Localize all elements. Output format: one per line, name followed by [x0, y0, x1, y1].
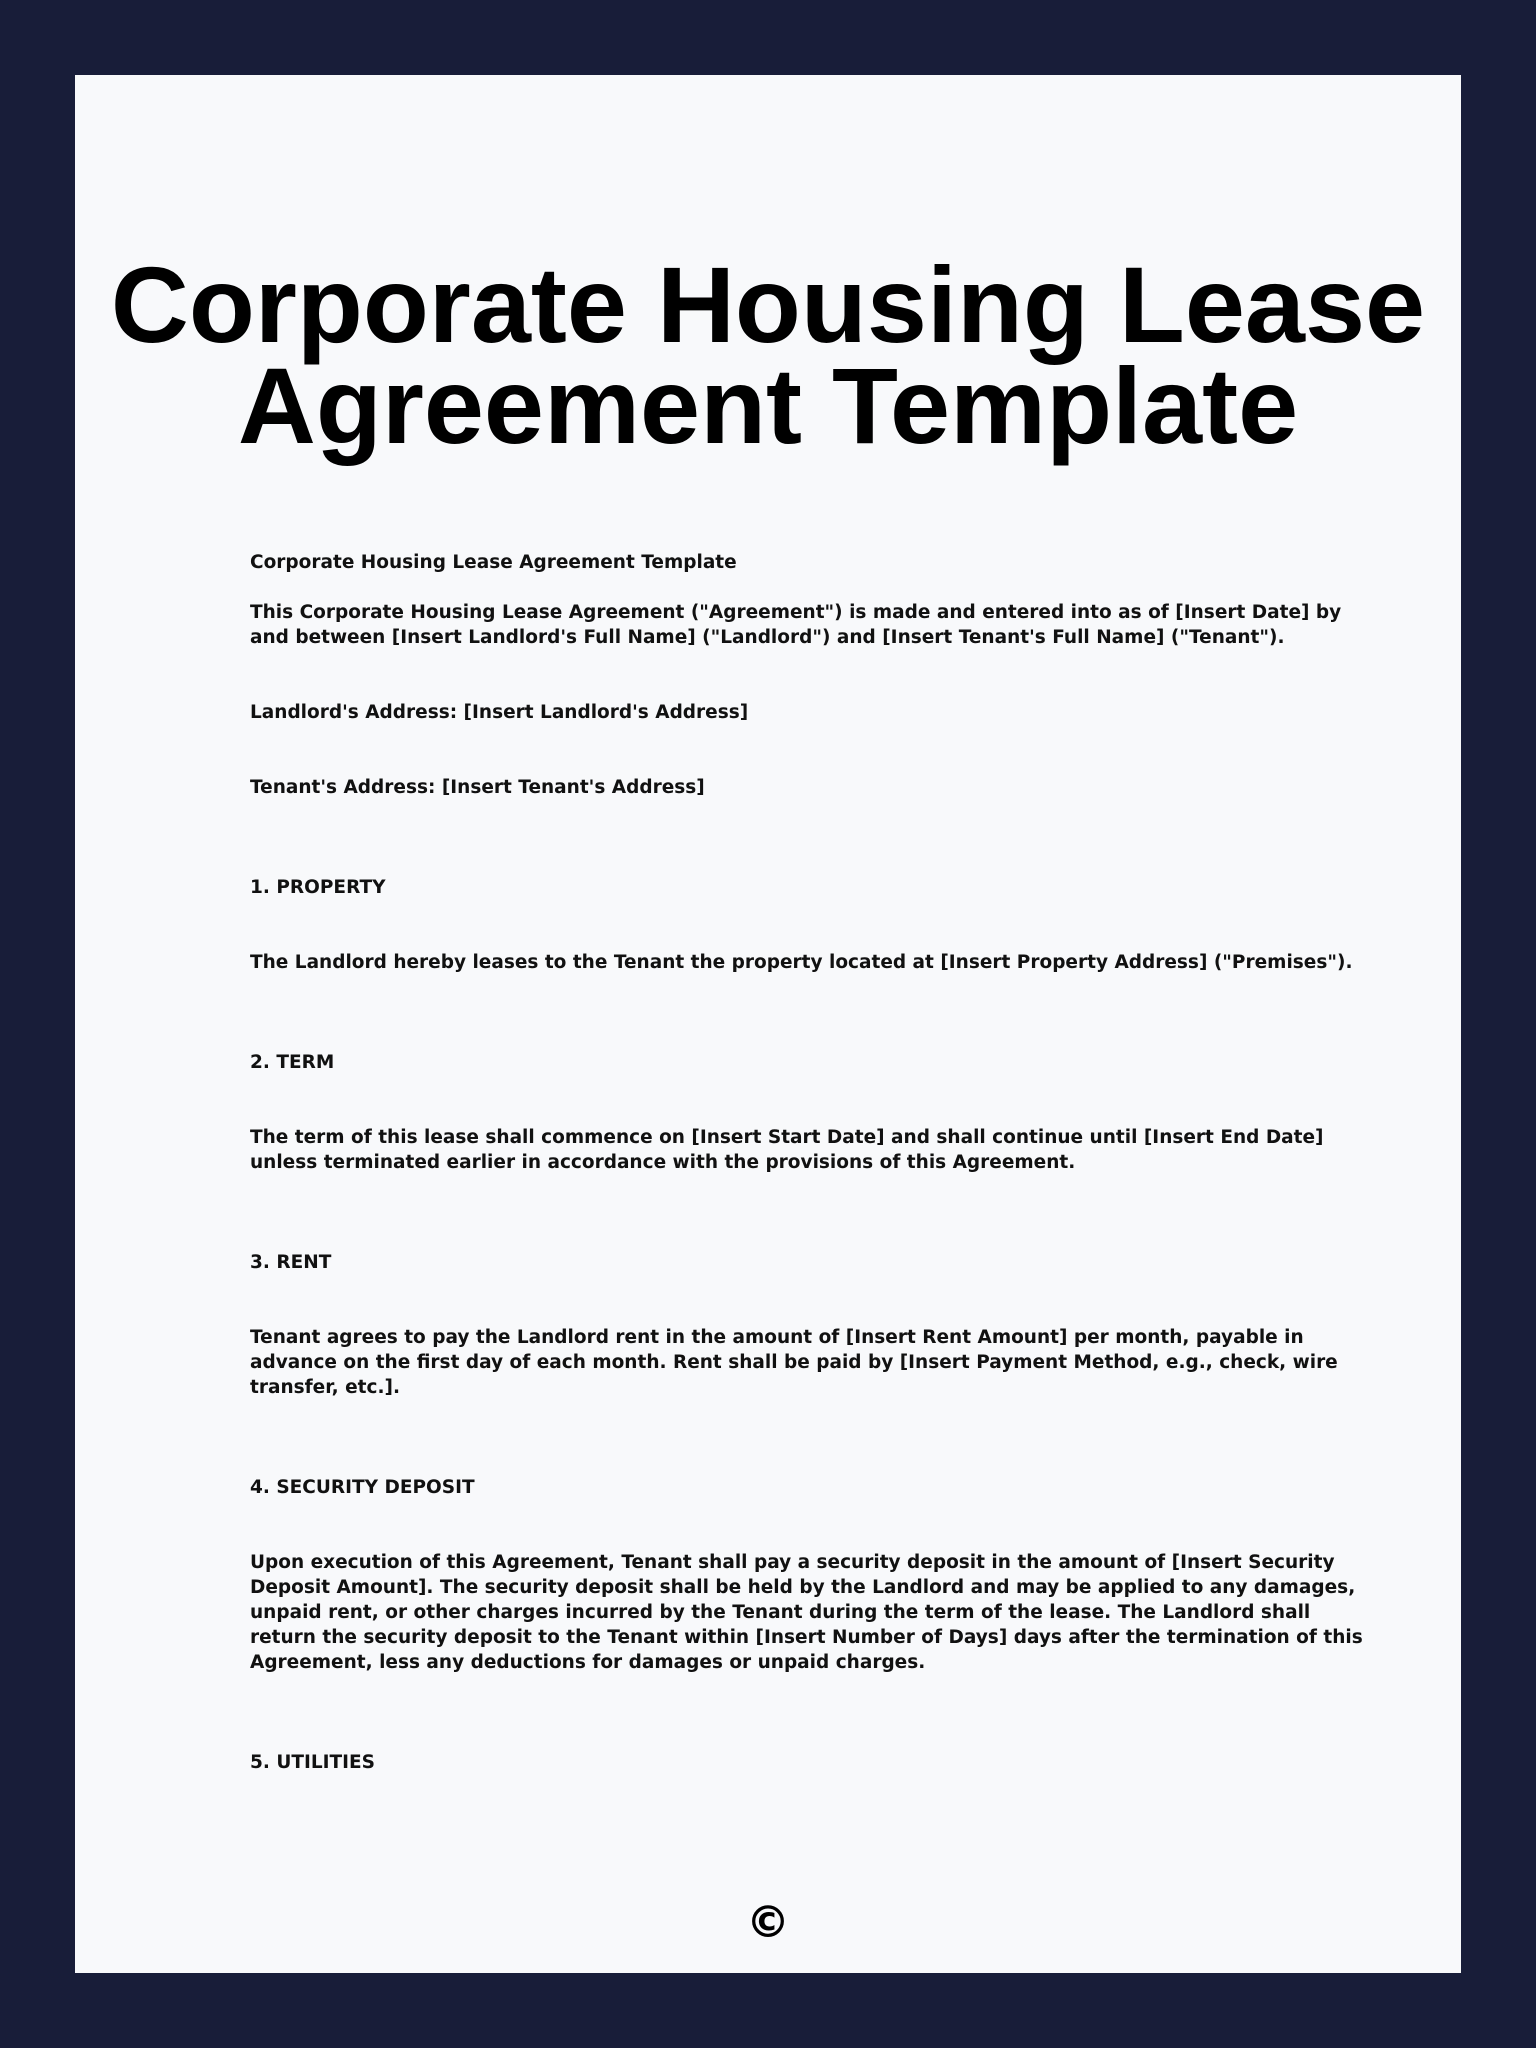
section-heading-utilities: 5. UTILITIES — [250, 1752, 376, 1773]
document-page — [75, 75, 1461, 1973]
section-heading-security-deposit: 4. SECURITY DEPOSIT — [250, 1477, 475, 1498]
landlord-address: Landlord's Address: [Insert Landlord's Address] — [250, 702, 749, 723]
section-text-property: The Landlord hereby leases to the Tenant the property located at [Insert Property Address] ("Premises"). — [250, 952, 1353, 973]
intro-paragraph: This Corporate Housing Lease Agreement ("Agreement") is made and entered into as of [Insert Date] by and between [Insert Landlord's Full Name] ("Landlord") and [Insert Tenant's Full Name] ("Tenant"). — [250, 602, 1342, 648]
document-subtitle: Corporate Housing Lease Agreement Template — [250, 552, 737, 573]
section-heading-rent: 3. RENT — [250, 1252, 332, 1273]
tenant-address: Tenant's Address: [Insert Tenant's Address] — [250, 777, 705, 798]
document-body — [250, 550, 1370, 1775]
document-title-line-1: Corporate Housing Lease — [110, 244, 1426, 365]
copyright-icon: © — [746, 1897, 790, 1948]
section-heading-property: 1. PROPERTY — [250, 877, 386, 898]
section-text-term: The term of this lease shall commence on [Insert Start Date] and shall continue until [Insert End Date] unless terminated earlier in accordance with the provisions of this Agreement. — [250, 1127, 1324, 1173]
document-title — [75, 244, 1461, 466]
section-heading-term: 2. TERM — [250, 1052, 335, 1073]
section-text-rent: Tenant agrees to pay the Landlord rent in the amount of [Insert Rent Amount] per month, payable in advance on the first day of each month. Rent shall be paid by [Insert Payment Method, e.g., check, wire transfer, etc.]. — [250, 1327, 1338, 1398]
document-title-line-2: Agreement Template — [237, 345, 1299, 466]
section-text-security-deposit: Upon execution of this Agreement, Tenant shall pay a security deposit in the amount of [Insert Security Deposit Amount]. The security deposit shall be held by the Landlord and may be applied to any damages, unpaid rent, or other charges incurred by the Tenant during the term of the lease. The Landlord shall return the security deposit to the Tenant within [Insert Number of Days] days after the termination of this Agreement, less any deductions for damages or unpaid charges. — [250, 1552, 1363, 1673]
